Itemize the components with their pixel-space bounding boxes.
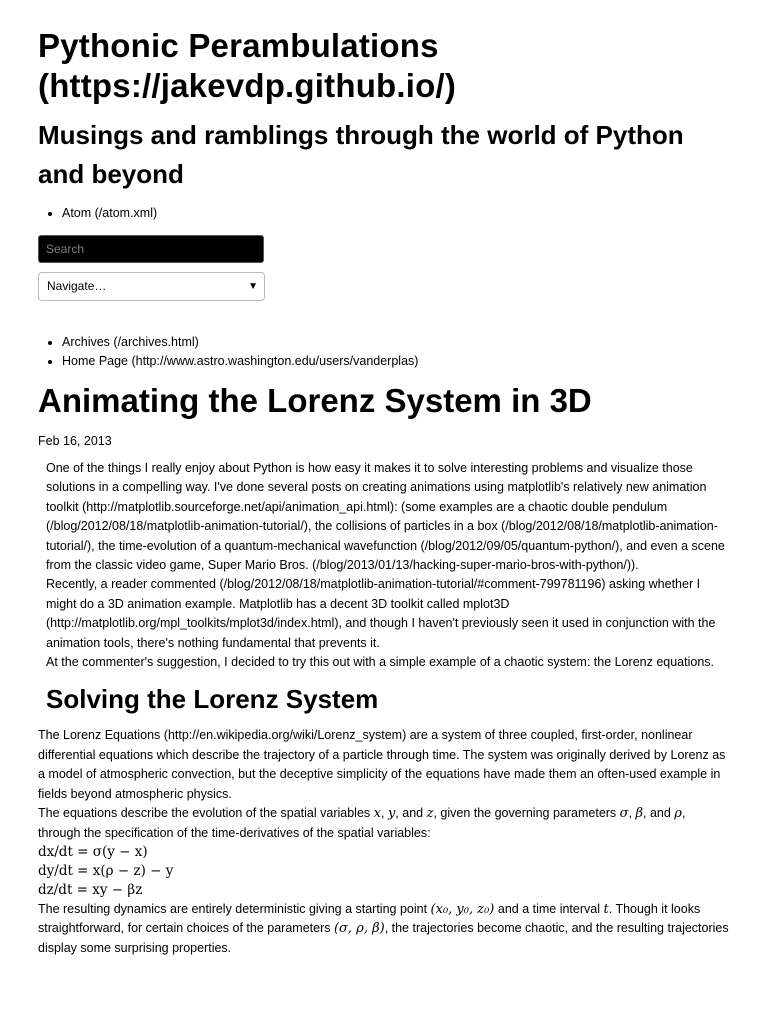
- site-title[interactable]: Pythonic Perambulations (https://jakevdp.github.io/): [38, 27, 457, 104]
- text-fragment: The resulting dynamics are entirely deterministic giving a starting point: [38, 901, 431, 916]
- navigate-selected: Navigate…: [47, 279, 107, 293]
- math-var-rho: ρ: [674, 806, 682, 822]
- equation: dz/dt = xy − βz: [38, 881, 143, 898]
- text-fragment: The equations describe the evolution of the spatial variables: [38, 806, 374, 821]
- text-fragment: , the trajectories become chaotic, and the resulting trajectories display some surprising properties.: [38, 921, 729, 955]
- chevron-down-icon: ▼: [248, 281, 258, 292]
- section-paragraph-variables: The equations describe the evolution of the spatial variables x, y, and z, given the governing parameters σ, β, and ρ, through the specification of the time-derivatives of the spatial variables:: [38, 806, 686, 840]
- math-var-sigma: σ: [619, 806, 629, 822]
- intro: [38, 459, 730, 672]
- intro-paragraph: At the commenter's suggestion, I decided to try this out with a simple example of a chaotic system: the Lorenz equations.: [46, 655, 715, 670]
- text-fragment: . Though it looks straightforward, for certain choices of the parameters: [38, 901, 701, 936]
- nav-links: [38, 333, 730, 371]
- equation: dx/dt = σ(y − x): [38, 843, 148, 860]
- post-title[interactable]: Animating the Lorenz System in 3D: [38, 382, 592, 419]
- text-fragment: , through the specification of the time-derivatives of the spatial variables:: [38, 806, 686, 840]
- atom-link[interactable]: • Atom (/atom.xml): [62, 204, 730, 223]
- section-paragraph-dynamics: [38, 900, 730, 958]
- search-input[interactable]: [38, 235, 264, 263]
- text-fragment: , given the governing parameters: [433, 806, 620, 821]
- post-date: Feb 16, 2013: [38, 434, 112, 448]
- intro-paragraph: One of the things I really enjoy about Python is how easy it makes it to solve interesting problems and visualize those solutions in a compelling way. I've done several posts on creating animations using matplotlib's relatively new animation toolkit (http://matplotlib.sourceforge.net/api/animation_api.html): (some examples are a chaotic double pendulum (/blog/2012/08/18/matplotlib-animation-tutorial/), the collisions of particles in a box (/blog/2012/08/18/matplotlib-animation-tutorial/), the time-evolution of a quantum-mechanical wavefunction (/blog/2012/09/05/quantum-python/), and even a scene from the classic video game, Super Mario Bros. (/blog/2013/01/13/hacking-super-mario-bros-with-python/)).: [46, 461, 725, 573]
- navigate-select[interactable]: [38, 272, 265, 301]
- intro-paragraph: Recently, a reader commented (/blog/2012/08/18/matplotlib-animation-tutorial/#comment-799781196) asking whether I might do a 3D animation example. Matplotlib has a decent 3D toolkit called mplot3D (http://matplotlib.org/mpl_toolkits/mplot3d/index.html), and though I haven't previously seen it used in conjunction with the animation tools, there's nothing fundamental that prevents it.: [46, 577, 716, 650]
- archives-link[interactable]: • Archives (/archives.html): [62, 333, 730, 352]
- home-page-link[interactable]: • Home Page (http://www.astro.washington.edu/users/vanderplas): [62, 352, 730, 371]
- section-title: Solving the Lorenz System: [46, 684, 379, 715]
- section-body: [38, 726, 730, 958]
- feed-links: [38, 204, 730, 223]
- site-subtitle: Musings and ramblings through the world of Python and beyond: [38, 120, 684, 189]
- math-params: (σ, ρ, β): [333, 921, 385, 937]
- math-start-point: (x₀, y₀, z₀): [430, 901, 495, 917]
- section-paragraph: The Lorenz Equations (http://en.wikipedia.org/wiki/Lorenz_system) are a system of three coupled, first-order, nonlinear differential equations which describe the trajectory of a particle through time. The system was originally derived by Lorenz as a model of atmospheric convection, but the deceptive simplicity of the equations have made them an often-used example in fields beyond atmospheric physics.: [38, 728, 726, 801]
- text-fragment: and a time interval: [494, 901, 604, 916]
- math-var-beta: β: [635, 806, 643, 822]
- math-var-y: y: [387, 806, 396, 822]
- equation: dy/dt = x(ρ − z) − y: [38, 862, 174, 879]
- math-var-x: x: [373, 806, 381, 822]
- math-var-t: t: [603, 901, 609, 917]
- math-var-z: z: [426, 806, 434, 822]
